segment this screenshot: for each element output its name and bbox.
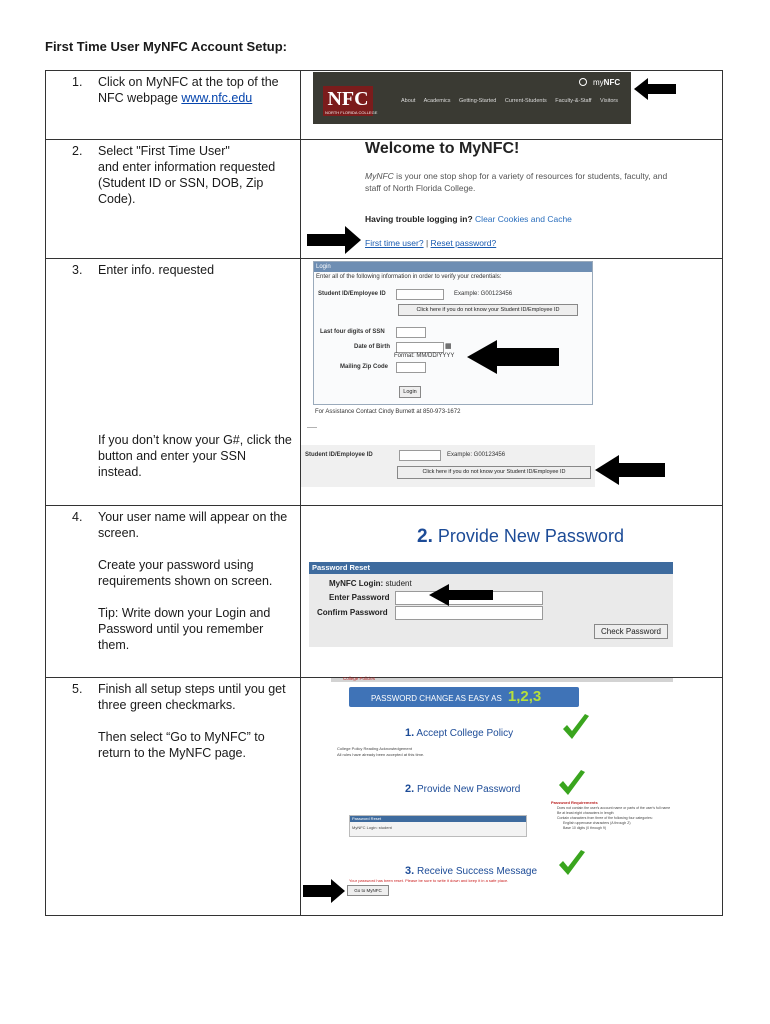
arrow-left-icon bbox=[634, 78, 676, 100]
arrow-left-icon bbox=[429, 584, 493, 606]
clear-cookies-link[interactable]: Clear Cookies and Cache bbox=[475, 214, 572, 224]
student-id-input-2[interactable] bbox=[399, 450, 441, 461]
step-success-message bbox=[405, 865, 537, 877]
step-3-extra: If you don’t know your G#, click the button and enter your SSN instead. bbox=[98, 433, 292, 479]
student-id-example: Example: G00123456 bbox=[454, 291, 513, 297]
mini-login: MyNFC Login: student bbox=[352, 825, 392, 830]
go-to-mynfc-button[interactable]: Go to MyNFC bbox=[347, 885, 389, 896]
step-number: 2. bbox=[72, 144, 83, 158]
steps-table bbox=[45, 70, 723, 916]
mynfc-my: my bbox=[593, 78, 604, 87]
password-reset-mini bbox=[349, 815, 527, 837]
trouble-text bbox=[365, 214, 572, 224]
s2-num: 2. bbox=[405, 783, 415, 795]
provide-password-heading bbox=[417, 526, 624, 548]
login-value: student bbox=[385, 579, 412, 588]
s3-num: 3. bbox=[405, 865, 415, 877]
nfc-nav-menu: About Academics Getting-Started Current-Students Faculty-&-Staff Visitors bbox=[401, 98, 618, 104]
dob-input[interactable] bbox=[396, 342, 444, 353]
login-form bbox=[313, 261, 593, 405]
dob-format: Format: MM/DD/YYYY bbox=[394, 353, 455, 359]
link-separator: | bbox=[425, 238, 429, 248]
step-2-line2: and enter information requested (Student ID or SSN, DOB, Zip Code). bbox=[98, 160, 276, 206]
trouble-label: Having trouble logging in? bbox=[365, 214, 473, 224]
student-id-label-2: Student ID/Employee ID bbox=[305, 452, 373, 458]
welcome-desc-text: is your one stop shop for a variety of resources for students, faculty, and staff of North Florida College. bbox=[365, 171, 668, 193]
step-number: 4. bbox=[72, 510, 83, 524]
step-2-cell bbox=[46, 140, 301, 259]
login-intro: Enter all of the following information in order to verify your credentials: bbox=[316, 274, 502, 280]
s1-text: Accept College Policy bbox=[416, 728, 514, 739]
step-5-image-cell bbox=[301, 678, 723, 916]
welcome-heading: Welcome to MyNFC! bbox=[365, 140, 520, 157]
step-5-p2: Then select “Go to MyNFC” to return to the MyNFC page. bbox=[98, 730, 265, 760]
zip-label: Mailing Zip Code bbox=[340, 364, 388, 370]
policy-ack-text: College Policy Reading Acknowledgement bbox=[337, 746, 412, 751]
nfc-website-link[interactable]: www.nfc.edu bbox=[181, 91, 253, 105]
s3-text: Receive Success Message bbox=[416, 866, 538, 877]
dont-know-id-button[interactable]: Click here if you do not know your Student ID/Employee ID bbox=[398, 304, 578, 316]
reset-password-link[interactable]: Reset password? bbox=[430, 238, 497, 248]
student-id-input[interactable] bbox=[396, 289, 444, 300]
step-3-text: Enter info. requested bbox=[98, 263, 215, 277]
banner-number: 1,2,3 bbox=[507, 688, 542, 705]
s2-text: Provide New Password bbox=[416, 784, 521, 795]
step-1-text: Click on MyNFC at the top of the NFC webpage bbox=[98, 75, 279, 105]
step-2-line1: Select "First Time User" bbox=[98, 144, 230, 158]
step-number: 5. bbox=[72, 682, 83, 696]
easy-as-banner bbox=[349, 687, 579, 707]
mynfc-nfc: NFC bbox=[603, 78, 621, 87]
green-check-icon bbox=[557, 850, 587, 878]
mynfc-link[interactable] bbox=[593, 78, 620, 87]
policy-accepted-text: All rules have already been accepted at this time. bbox=[337, 752, 425, 757]
welcome-links bbox=[365, 238, 496, 248]
step-1-image-cell bbox=[301, 71, 723, 140]
step-1-cell bbox=[46, 71, 301, 140]
step-2-image-cell bbox=[301, 140, 723, 259]
login-button[interactable]: Login bbox=[399, 386, 421, 398]
requirement-5: Base 10 digits (0 through 9) bbox=[563, 826, 606, 830]
login-label: MyNFC Login: bbox=[329, 579, 384, 588]
banner-text: PASSWORD CHANGE AS EASY AS bbox=[371, 694, 502, 703]
assistance-text: For Assistance Contact Cindy Burnett at 850-973-1672 bbox=[315, 409, 461, 415]
ssn-label: Last four digits of SSN bbox=[320, 329, 385, 335]
breadcrumb: College Policies bbox=[343, 676, 376, 681]
heading-text: Provide New Password bbox=[437, 526, 624, 546]
dont-know-id-button-2[interactable]: Click here if you do not know your Student ID/Employee ID bbox=[397, 466, 591, 479]
green-check-icon bbox=[561, 714, 591, 742]
step-5-p1: Finish all setup steps until you get three green checkmarks. bbox=[98, 682, 286, 712]
login-header: Login bbox=[314, 262, 592, 272]
step-3-cell bbox=[46, 259, 301, 506]
step-4-p2: Create your password using requirements shown on screen. bbox=[98, 558, 273, 588]
check-password-button[interactable]: Check Password bbox=[594, 624, 668, 639]
welcome-description bbox=[365, 170, 683, 194]
step-4-image-cell bbox=[301, 506, 723, 678]
success-text: Your password has been reset. Please be sure to write it down and keep it in a safe place. bbox=[349, 878, 509, 883]
mynfc-brand: MyNFC bbox=[365, 171, 394, 181]
s1-num: 1. bbox=[405, 727, 415, 739]
first-time-user-link[interactable]: First time user? bbox=[365, 238, 424, 248]
student-id-label: Student ID/Employee ID bbox=[318, 291, 386, 297]
step-3-image-cell bbox=[301, 259, 723, 506]
requirement-3: Contain characters from three of the following four categories: bbox=[557, 816, 653, 820]
requirement-4: English uppercase characters (A through Z) bbox=[563, 821, 631, 825]
top-bar bbox=[331, 678, 673, 682]
password-reset-header: Password Reset bbox=[309, 562, 673, 574]
step-number: 1. bbox=[72, 75, 83, 89]
requirements-title: Password Requirements bbox=[551, 800, 598, 805]
heading-number: 2. bbox=[417, 526, 433, 547]
page-title: First Time User MyNFC Account Setup: bbox=[45, 39, 287, 54]
calendar-icon[interactable]: ▦ bbox=[445, 343, 452, 350]
arrow-right-icon bbox=[307, 226, 361, 254]
search-icon bbox=[579, 78, 587, 86]
step-4-cell bbox=[46, 506, 301, 678]
requirement-2: Be at least eight characters in length bbox=[557, 811, 614, 815]
arrow-right-icon bbox=[303, 879, 345, 903]
confirm-password-label: Confirm Password bbox=[317, 608, 388, 617]
step-accept-policy bbox=[405, 727, 513, 739]
step-5-cell bbox=[46, 678, 301, 916]
step-4-p3: Tip: Write down your Login and Password until you remember them. bbox=[98, 606, 271, 652]
nfc-logo: NFC bbox=[323, 86, 373, 116]
step-4-p1: Your user name will appear on the screen. bbox=[98, 510, 288, 540]
confirm-password-input[interactable] bbox=[395, 606, 543, 620]
arrow-left-icon bbox=[595, 455, 665, 485]
ssn-input[interactable] bbox=[396, 327, 426, 338]
nfc-logo-subtitle: NORTH FLORIDA COLLEGE bbox=[325, 110, 378, 115]
separator-dashes: ----- bbox=[307, 425, 317, 431]
zip-input[interactable] bbox=[396, 362, 426, 373]
mini-header: Password Reset bbox=[350, 816, 526, 822]
dob-label: Date of Birth bbox=[354, 344, 390, 350]
arrow-left-icon bbox=[467, 340, 559, 374]
step-provide-password bbox=[405, 783, 520, 795]
requirement-1: Does not contain the user's account name or parts of the user's full name bbox=[557, 806, 671, 810]
student-id-example-2: Example: G00123456 bbox=[447, 452, 506, 458]
green-check-icon bbox=[557, 770, 587, 798]
enter-password-label: Enter Password bbox=[329, 593, 390, 602]
step-number: 3. bbox=[72, 263, 83, 277]
mynfc-login-row bbox=[329, 579, 412, 588]
student-id-form bbox=[301, 445, 595, 487]
nfc-website-banner bbox=[313, 72, 631, 124]
